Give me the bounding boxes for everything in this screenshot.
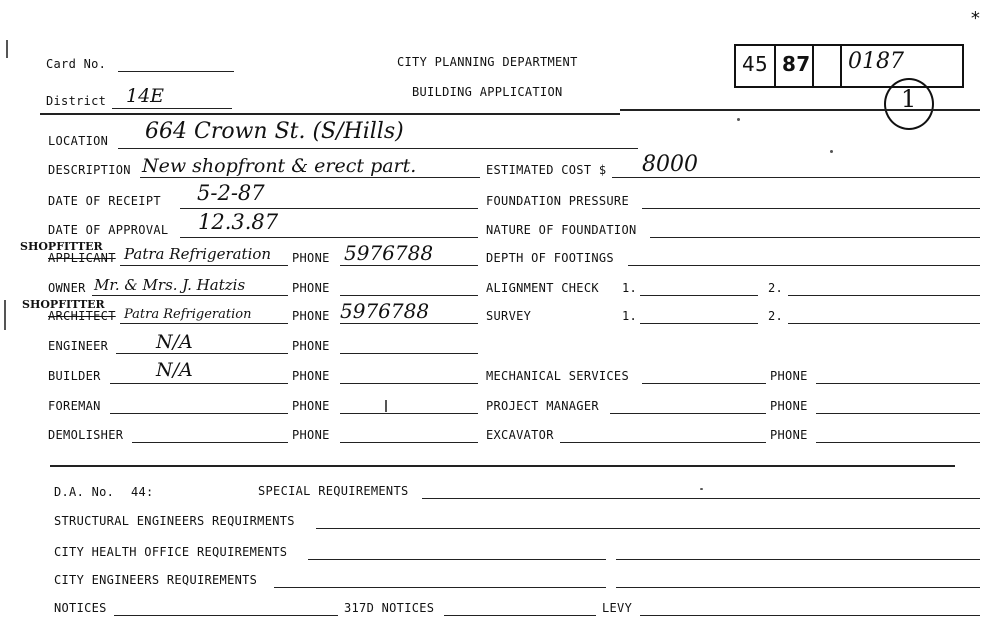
notices-317d-line: [444, 615, 596, 616]
project-manager-label: PROJECT MANAGER: [486, 399, 599, 413]
excavator-phone-line: [816, 442, 980, 443]
foreman-phone-label: PHONE: [292, 399, 330, 413]
foreman-label: FOREMAN: [48, 399, 101, 413]
architect-note: SHOPFITTER: [22, 298, 105, 311]
mechanical-phone-label: PHONE: [770, 369, 808, 383]
description-label: DESCRIPTION: [48, 163, 131, 177]
excavator-label: EXCAVATOR: [486, 428, 554, 442]
structural-label: STRUCTURAL ENGINEERS REQUIRMENTS: [54, 514, 295, 528]
builder-line: [110, 383, 288, 384]
alignment-one-line: [640, 295, 758, 296]
survey-two: 2.: [768, 309, 784, 323]
builder-phone-line: [340, 383, 478, 384]
demolisher-label: DEMOLISHER: [48, 428, 124, 442]
engineers-label: CITY ENGINEERS REQUIREMENTS: [54, 573, 258, 587]
engineer-line: [116, 353, 288, 354]
depth-footings-label: DEPTH OF FOOTINGS: [486, 251, 614, 265]
special-requirements-line: [422, 498, 980, 499]
builder-value: N/A: [156, 359, 193, 381]
alignment-check-label: ALIGNMENT CHECK: [486, 281, 599, 295]
special-requirements-label: SPECIAL REQUIREMENTS: [258, 484, 409, 498]
number-c: 0187: [848, 49, 904, 74]
scan-mark: [4, 300, 6, 330]
star-mark: *: [970, 8, 982, 29]
scan-mark: [6, 40, 8, 58]
applicant-phone-line: [340, 265, 478, 266]
foundation-pressure-line: [642, 208, 980, 209]
district-line: [112, 108, 232, 109]
owner-label: OWNER: [48, 281, 86, 295]
health-line-b: [616, 559, 980, 560]
cost-value: 8000: [642, 152, 698, 177]
survey-one: 1.: [622, 309, 638, 323]
receipt-label: DATE OF RECEIPT: [48, 194, 161, 208]
owner-value: Mr. & Mrs. J. Hatzis: [94, 276, 246, 294]
engineer-phone-line: [340, 353, 478, 354]
applicant-line: [120, 265, 288, 266]
structural-line: [316, 528, 980, 529]
approval-line: [180, 237, 478, 238]
section-divider: [50, 465, 955, 467]
notices-317d-label: 317D NOTICES: [344, 601, 435, 615]
alignment-two-line: [788, 295, 980, 296]
header-rule-left: [40, 113, 620, 115]
foundation-pressure-label: FOUNDATION PRESSURE: [486, 194, 629, 208]
number-a: 45: [742, 52, 769, 76]
description-line: [140, 177, 480, 178]
demolisher-line: [132, 442, 288, 443]
scan-speck: [737, 118, 740, 121]
mechanical-phone-line: [816, 383, 980, 384]
applicant-note: SHOPFITTER: [20, 240, 103, 253]
demolisher-phone-label: PHONE: [292, 428, 330, 442]
number-cell-blank: [814, 46, 842, 86]
engineer-label: ENGINEER: [48, 339, 109, 353]
location-value: 664 Crown St. (S/Hills): [145, 119, 404, 144]
nature-foundation-label: NATURE OF FOUNDATION: [486, 223, 637, 237]
da-label: D.A. No.: [54, 485, 115, 499]
survey-one-line: [640, 323, 758, 324]
card-no-line: [118, 71, 234, 72]
depth-footings-line: [628, 265, 980, 266]
demolisher-phone-line: [340, 442, 478, 443]
description-value: New shopfront & erect part.: [142, 155, 417, 177]
location-label: LOCATION: [48, 134, 109, 148]
number-b: 87: [782, 52, 811, 76]
excavator-phone-label: PHONE: [770, 428, 808, 442]
header-rule-right: [620, 109, 980, 111]
location-line: [118, 148, 638, 149]
architect-phone-label: PHONE: [292, 309, 330, 323]
applicant-label: APPLICANT: [48, 251, 116, 265]
foreman-line: [110, 413, 288, 414]
survey-label: SURVEY: [486, 309, 532, 323]
notices-line: [114, 615, 338, 616]
applicant-phone-value: 5976788: [344, 241, 434, 265]
approval-label: DATE OF APPROVAL: [48, 223, 169, 237]
approval-value: 12.3.87: [198, 210, 279, 234]
engineers-line-a: [274, 587, 606, 588]
architect-value: Patra Refrigeration: [124, 307, 252, 322]
excavator-line: [560, 442, 766, 443]
survey-two-line: [788, 323, 980, 324]
receipt-line: [180, 208, 478, 209]
builder-phone-label: PHONE: [292, 369, 330, 383]
card-no-label: Card No.: [46, 57, 107, 71]
foreman-phone-line: [340, 413, 478, 414]
mechanical-line: [642, 383, 766, 384]
health-line-a: [308, 559, 606, 560]
architect-phone-value: 5976788: [340, 299, 430, 323]
nature-foundation-line: [650, 237, 980, 238]
notices-label: NOTICES: [54, 601, 107, 615]
circled-number: 1: [901, 85, 917, 113]
levy-line: [640, 615, 980, 616]
form-title: CITY PLANNING DEPARTMENT: [397, 55, 578, 69]
cost-label: ESTIMATED COST $: [486, 163, 607, 177]
levy-label: LEVY: [602, 601, 633, 615]
project-manager-phone-line: [816, 413, 980, 414]
district-value: 14E: [126, 85, 165, 107]
engineer-value: N/A: [156, 331, 193, 353]
receipt-value: 5-2-87: [197, 181, 265, 205]
alignment-two: 2.: [768, 281, 784, 295]
owner-phone-label: PHONE: [292, 281, 330, 295]
scan-speck: [700, 488, 703, 490]
da-value: 44:: [131, 485, 154, 499]
alignment-one: 1.: [622, 281, 638, 295]
engineers-line-b: [616, 587, 980, 588]
project-manager-line: [610, 413, 766, 414]
applicant-value: Patra Refrigeration: [124, 245, 272, 263]
builder-label: BUILDER: [48, 369, 101, 383]
engineer-phone-label: PHONE: [292, 339, 330, 353]
form-subtitle: BUILDING APPLICATION: [412, 85, 563, 99]
project-manager-phone-label: PHONE: [770, 399, 808, 413]
scan-speck: [830, 150, 833, 153]
mechanical-label: MECHANICAL SERVICES: [486, 369, 629, 383]
owner-line: [92, 295, 288, 296]
cost-line: [612, 177, 980, 178]
scan-speck: [385, 400, 387, 412]
architect-phone-line: [340, 323, 478, 324]
health-label: CITY HEALTH OFFICE REQUIREMENTS: [54, 545, 288, 559]
district-label: District: [46, 94, 107, 108]
owner-phone-line: [340, 295, 478, 296]
architect-label: ARCHITECT: [48, 309, 116, 323]
applicant-phone-label: PHONE: [292, 251, 330, 265]
